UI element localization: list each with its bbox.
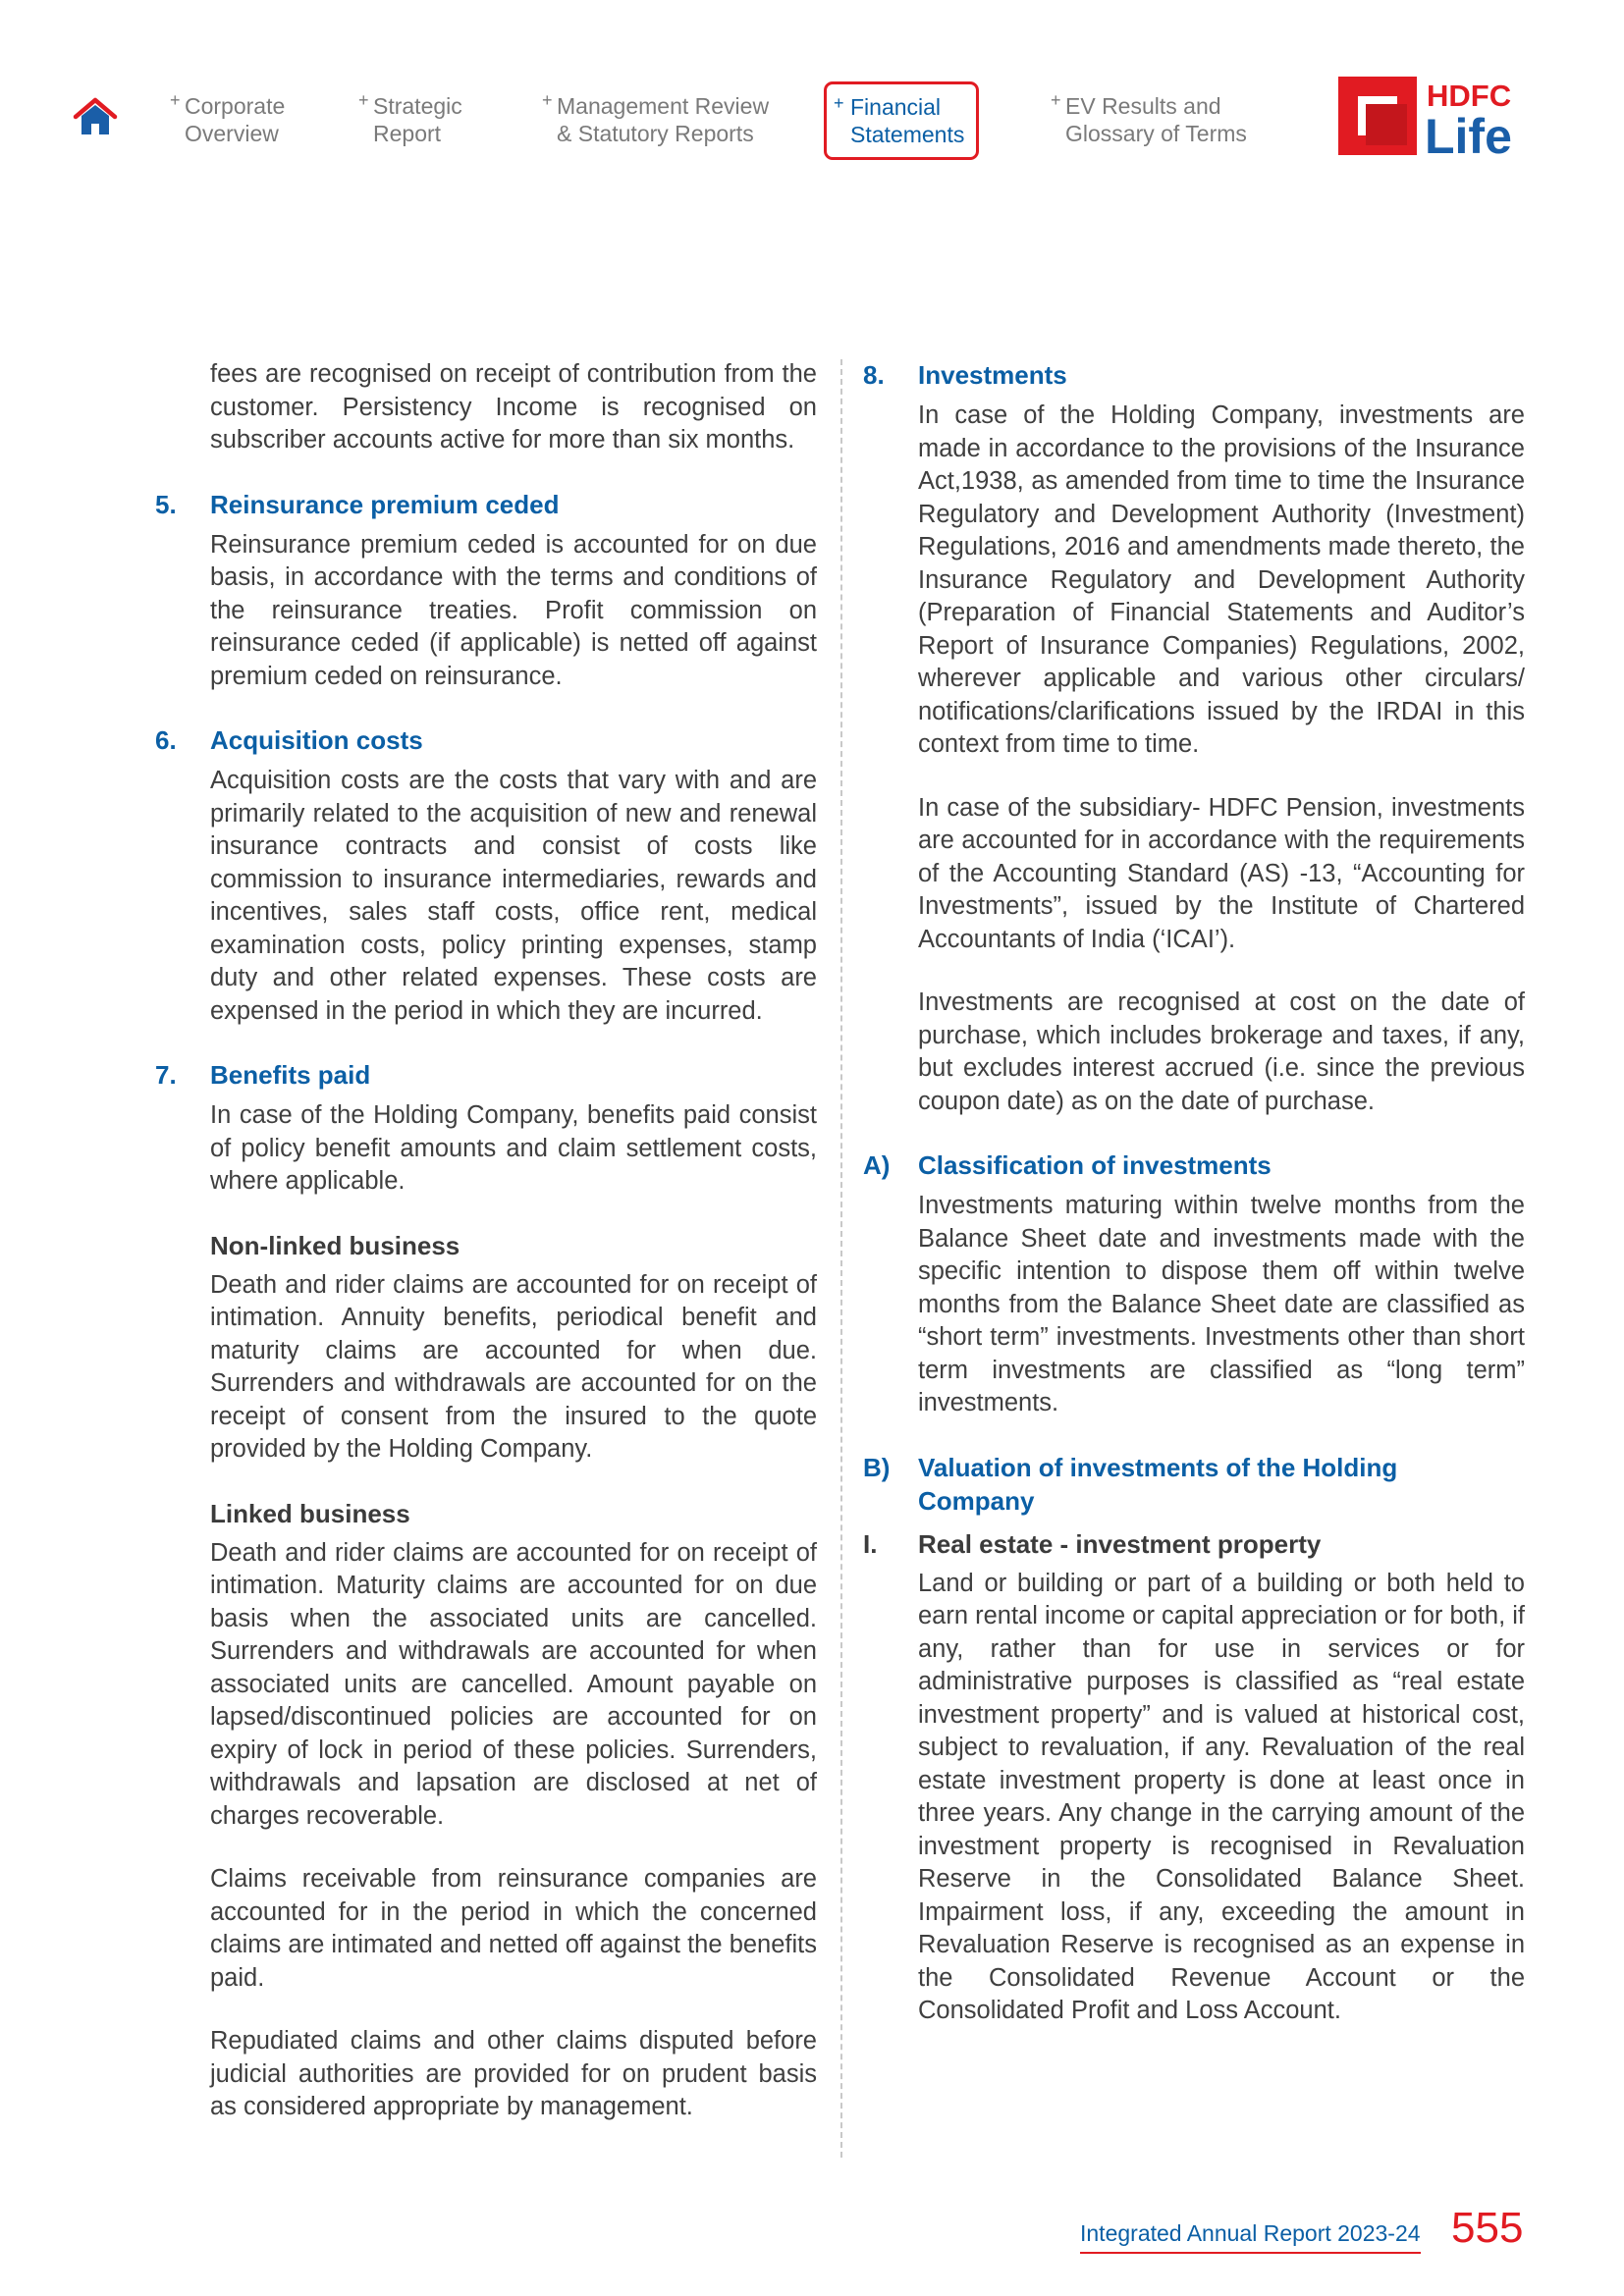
section-benefits-paid — [155, 1058, 817, 1092]
right-column — [863, 358, 1526, 2058]
section-heading: Benefits paid — [210, 1060, 371, 1090]
paragraph: Acquisition costs are the costs that vary with and are primarily related to the acquisition of new and renewal insurance contracts and consist of costs like commission to insurance intermediaries, rewards and incentives, sales staff costs, office rent, medical examination costs, policy printing expenses, stamp duty and other related expenses. These costs are expensed in the period in which they are incurred. — [210, 767, 817, 1025]
section-heading: Valuation of investments of the Holding Company — [918, 1452, 1398, 1516]
nav-ev-results[interactable]: + EV Results and Glossary of Terms — [1051, 90, 1247, 146]
section-heading: Classification of investments — [918, 1150, 1272, 1180]
subheading-linked-business: Linked business — [210, 1498, 410, 1528]
section-number: I. — [863, 1528, 878, 1559]
section-valuation-of-investments — [863, 1451, 1525, 1518]
paragraph: Death and rider claims are accounted for on receipt of intimation. Maturity claims are accounted for on due basis when the associated units are cancelled. Surrenders and withdrawals are accounted for when associated units are cancelled. Amount payable on lapsed/discontinued policies are accounted for on expiry of lock in period of these policies. Surrenders, withdrawals and lapsation are disclosed at net of charges recoverable. — [210, 1538, 817, 1830]
section-number: B) — [863, 1452, 891, 1482]
nav-strategic-report[interactable]: + Strategic Report — [358, 90, 462, 146]
section-classification-of-investments — [863, 1148, 1525, 1182]
paragraph: Land or building or part of a building or both held to earn rental income or capital appreciation or for both, if any, rather than for use in services or for administrative purposes is classified as “real estate investment property” and is valued at historical cost, subject to revaluation, if any. Revaluation of the real estate investment property is done at least once in three years. Any change in the carrying amount of the investment property is recognised in Revaluation Reserve in the Consolidated Balance Sheet. Impairment loss, if any, exceeding the amount in Revaluation Reserve is recognised as an expense in the Consolidated Revenue Account or the Consolidated Profit and Loss Account. — [918, 1569, 1526, 2024]
section-number: 8. — [863, 360, 885, 390]
paragraph: Claims receivable from reinsurance companies are accounted for in the period in which the concerned claims are intimated and netted off against the benefits paid. — [210, 1865, 817, 1992]
nav-corporate-overview[interactable]: + Corporate Overview — [170, 90, 286, 146]
report-title: Integrated Annual Report 2023-24 — [1080, 2220, 1421, 2254]
section-heading: Reinsurance premium ceded — [210, 489, 560, 519]
home-icon[interactable] — [73, 96, 118, 137]
section-heading: Investments — [918, 360, 1067, 390]
section-number: 5. — [155, 489, 177, 519]
svg-text:Life: Life — [1425, 109, 1512, 157]
page-number: 555 — [1451, 2204, 1524, 2252]
section-number: 7. — [155, 1060, 177, 1090]
svg-text:HDFC: HDFC — [1427, 79, 1512, 113]
column-divider — [840, 359, 842, 2158]
paragraph: In case of the subsidiary- HDFC Pension, investments are accounted for in accordance with the requirements of the Accounting Standard (AS) -13, “Accounting for Investments”, issued by the Institute of Chartered Accountants of India (‘ICAI’). — [918, 793, 1525, 953]
left-column — [155, 358, 817, 2155]
section-heading: Acquisition costs — [210, 725, 423, 755]
paragraph: In case of the Holding Company, benefits paid consist of policy benefit amounts and claim settlement costs, where applicable. — [210, 1101, 817, 1195]
hdfc-life-logo — [1338, 77, 1525, 157]
section-investments — [863, 358, 1525, 392]
section-number: A) — [863, 1150, 891, 1180]
section-real-estate — [863, 1527, 1525, 1561]
section-number: 6. — [155, 725, 177, 755]
section-heading: Real estate - investment property — [918, 1528, 1322, 1559]
paragraph: Investments maturing within twelve months from the Balance Sheet date and investments made with the specific intention to dispose them off within twelve months from the Balance Sheet date are classified as “short term” investments. Investments other than short term investments are classified as “long term” investments. — [918, 1192, 1525, 1416]
nav-management-review[interactable]: + Management Review & Statutory Reports — [542, 90, 770, 146]
paragraph: Investments are recognised at cost on the date of purchase, which includes brokerage and taxes, if any, but excludes interest accrued (i.e. since the previous coupon date) as on the date of purchase. — [918, 988, 1525, 1115]
paragraph: In case of the Holding Company, investments are made in accordance to the provisions of the Insurance Act,1938, as amended from time to time the Insurance Regulatory and Development Authority (Investment) Regulations, 2016 and amendments made thereto, the Insurance Regulatory and Development Authority (Preparation of Financial Statements and Auditor’s Report of Insurance Companies) Regulations, 2002, wherever applicable and various other circulars/ notifications/clarifications issued by the IRDAI in this context from time to time. — [918, 401, 1525, 758]
paragraph: Reinsurance premium ceded is accounted for on due basis, in accordance with the terms and conditions of the reinsurance treaties. Profit commission on reinsurance ceded (if applicable) is netted off against premium ceded on reinsurance. — [210, 530, 817, 690]
paragraph: Repudiated claims and other claims disputed before judicial authorities are provided for on prudent basis as considered appropriate by management. — [210, 2027, 817, 2120]
subheading-non-linked-business: Non-linked business — [210, 1230, 460, 1260]
nav-financial-statements[interactable]: + Financial Statements — [824, 81, 979, 160]
intro-paragraph: fees are recognised on receipt of contribution from the customer. Persistency Income is recognised on subscriber accounts active for more than six months. — [210, 360, 817, 454]
section-acquisition-costs — [155, 723, 817, 757]
section-reinsurance-premium-ceded — [155, 488, 817, 521]
paragraph: Death and rider claims are accounted for on receipt of intimation. Annuity benefits, periodical benefit and maturity claims are accounted for when due. Surrenders and withdrawals are accounted for on the receipt of consent from the insured to the quote provided by the Holding Company. — [210, 1270, 817, 1463]
